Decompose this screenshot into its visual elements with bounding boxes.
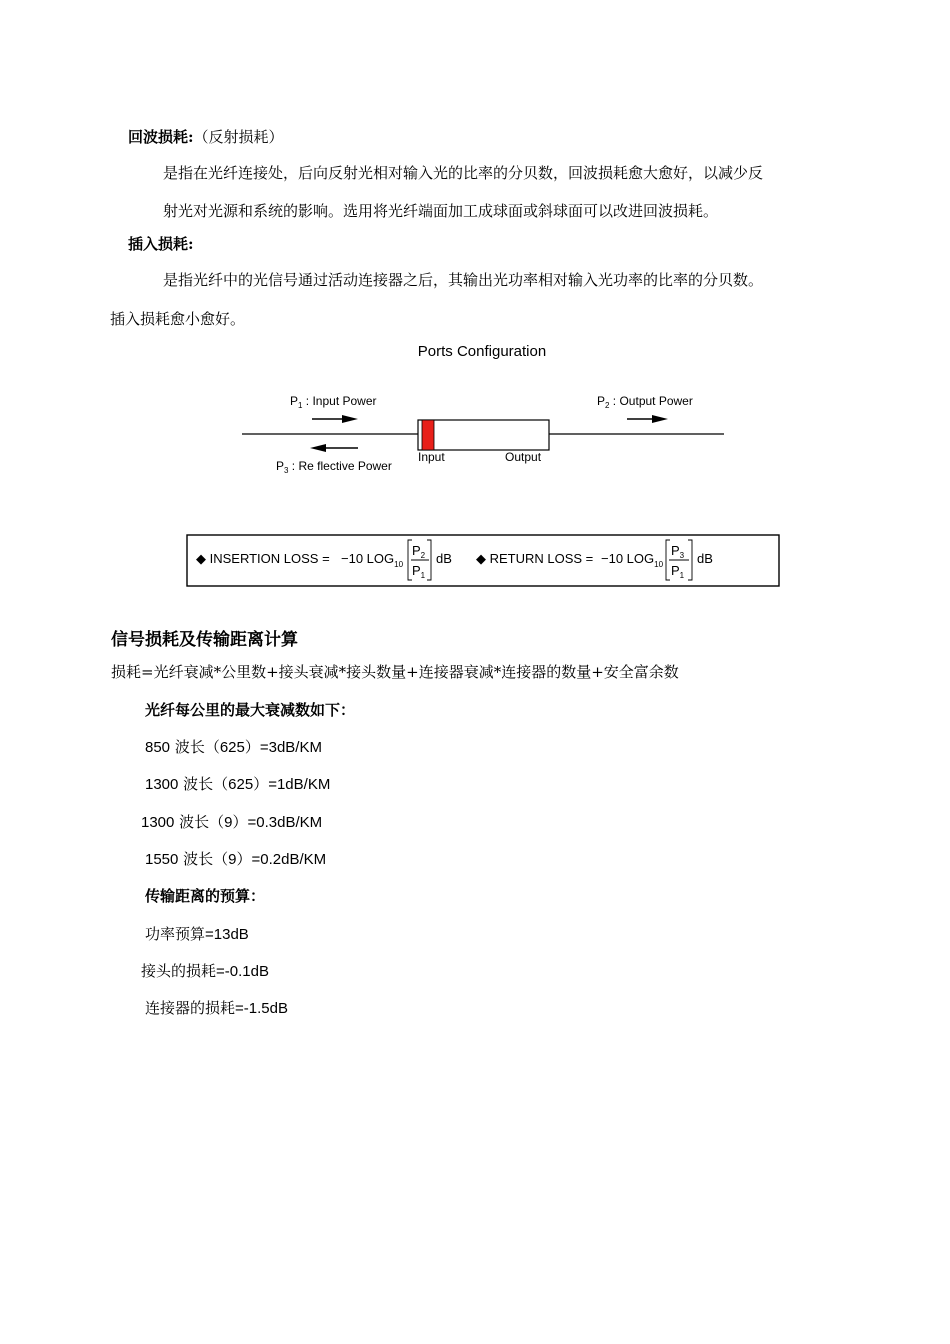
p1-arrow-right [312,415,358,423]
section2-heading: 信号损耗及传输距离计算 [111,630,298,650]
connector-body [418,420,549,450]
p2-arrow-right [627,415,668,423]
insertion-loss-denominator: $P_1$ [412,563,426,580]
p1-label: $P_1$ : Input Power [290,394,377,410]
power-budget-line: 功率预算=13dB [145,925,249,943]
insertion-loss-coef: −10 $LOG_{10}$ [341,551,404,569]
diagram-title: Ports Configuration [417,343,547,360]
loss-formula-box [186,534,780,587]
p3-arrow-left [310,444,358,452]
return-loss-denominator: $P_1$ [671,563,685,580]
budget-title: 传输距离的预算： [145,887,266,905]
attenuation-item: 1300 波长（625）=1dB/KM [145,775,331,793]
p2-label: $P_2$ : Output Power [597,394,693,410]
attenuation-item: 1300 波长（9）=0.3dB/KM [141,813,323,831]
return-loss-title: 回波损耗: [128,128,194,146]
return-loss-heading [128,127,284,147]
insertion-loss-numerator: $P_2$ [412,543,426,560]
max-attenuation-title: 光纤每公里的最大衰减数如下： [145,701,356,719]
return-loss-paragraph-line1: 是指在光纤连接处，后向反射光相对输入光的比率的分贝数，回波损耗愈大愈好，以减少反 [163,164,764,182]
insertion-loss-title: 插入损耗: [128,235,194,253]
insertion-loss-paragraph-line2: 插入损耗愈小愈好。 [110,310,246,328]
return-loss-paren: （反射损耗） [193,128,284,146]
insertion-loss-formula-label: ◆ INSERTION LOSS = [196,551,330,566]
return-loss-coef: −10 $LOG_{10}$ [601,551,664,569]
return-loss-paragraph-line2: 射光对光源和系统的影响。选用将光纤端面加工成球面或斜球面可以改进回波损耗。 [163,202,719,220]
attenuation-item: 850 波长（625）=3dB/KM [145,738,322,756]
connector-loss-line: 连接器的损耗=-1.5dB [145,999,288,1017]
attenuation-item: 1550 波长（9）=0.2dB/KM [145,850,327,868]
connector-input-face [422,420,434,450]
input-port-label: Input [418,450,445,464]
insertion-loss-paragraph-line1: 是指光纤中的光信号通过活动连接器之后，其输出光功率相对输入光功率的比率的分贝数。 [163,271,764,289]
ports-configuration-diagram [0,330,950,480]
return-loss-numerator: $P_3$ [671,543,685,560]
loss-formula-line: 损耗=光纤衰减*公里数+接头衰减*接头数量+连接器衰减*连接器的数量+安全富余数 [111,663,679,681]
output-port-label: Output [505,450,542,464]
return-loss-unit: dB [697,551,713,566]
insertion-loss-unit: dB [436,551,452,566]
p3-label: $P_3$ : Re flective Power [276,459,392,475]
splice-loss-line: 接头的损耗=-0.1dB [141,962,269,980]
return-loss-formula-label: ◆ RETURN LOSS = [476,551,594,566]
